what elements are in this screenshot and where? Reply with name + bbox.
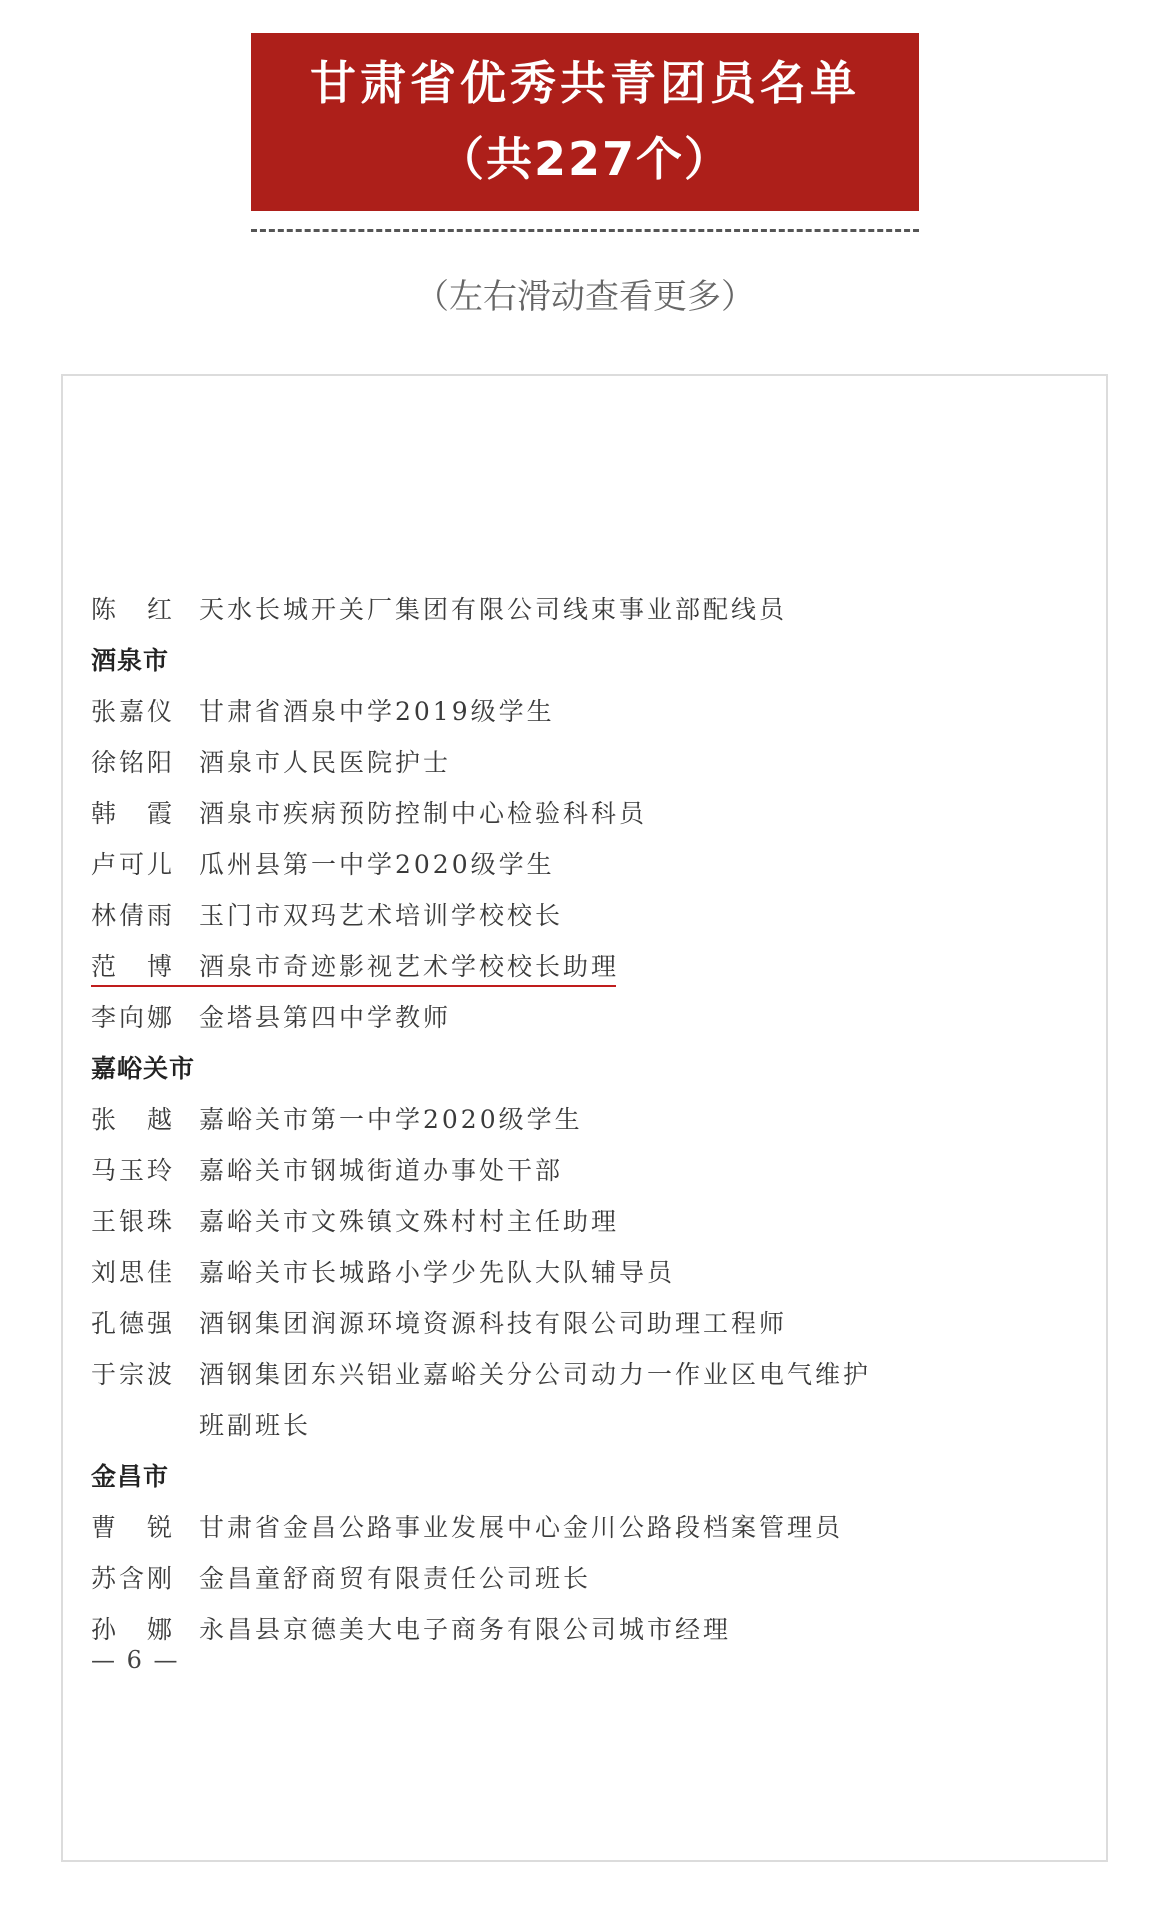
list-item xyxy=(91,941,871,992)
person-description: 玉门市双玛艺术培训学校校长 xyxy=(199,901,564,930)
list-item xyxy=(91,1349,871,1400)
person-description: 甘肃省金昌公路事业发展中心金川公路段档案管理员 xyxy=(199,1513,844,1542)
list-item xyxy=(91,1298,871,1349)
dashed-divider xyxy=(251,229,919,232)
person-name: 曹 锐 xyxy=(91,1513,176,1542)
list-item xyxy=(91,890,871,941)
person-description: 嘉峪关市钢城街道办事处干部 xyxy=(199,1156,564,1185)
person-name: 陈 红 xyxy=(91,595,176,624)
person-description: 金昌童舒商贸有限责任公司班长 xyxy=(199,1564,592,1593)
page-number: — 6 — xyxy=(91,1646,180,1674)
list-item xyxy=(91,1502,871,1553)
banner-title: 甘肃省优秀共青团员名单 xyxy=(310,56,860,110)
section-heading: 嘉峪关市 xyxy=(91,1054,196,1083)
person-name: 孙 娜 xyxy=(91,1615,176,1644)
list-item xyxy=(91,788,871,839)
person-name: 刘思佳 xyxy=(91,1258,176,1287)
person-description: 嘉峪关市第一中学2020级学生 xyxy=(199,1105,583,1134)
person-name: 韩 霞 xyxy=(91,799,176,828)
person-description: 酒钢集团东兴铝业嘉峪关分公司动力一作业区电气维护 xyxy=(199,1360,872,1389)
list-item xyxy=(91,584,871,635)
list-item xyxy=(91,1553,871,1604)
section-heading: 酒泉市 xyxy=(91,646,170,675)
list-item xyxy=(91,1247,871,1298)
person-description: 金塔县第四中学教师 xyxy=(199,1003,452,1032)
list-item xyxy=(91,1196,871,1247)
banner-subtitle: （共227个） xyxy=(437,132,733,186)
title-banner xyxy=(251,33,919,211)
name-list xyxy=(91,584,871,1655)
person-name: 范 博 xyxy=(91,952,176,981)
person-name: 马玉玲 xyxy=(91,1156,176,1185)
person-description: 嘉峪关市长城路小学少先队大队辅导员 xyxy=(199,1258,676,1287)
person-name: 于宗波 xyxy=(91,1360,176,1389)
person-description: 甘肃省酒泉中学2019级学生 xyxy=(199,697,555,726)
person-description: 天水长城开关厂集团有限公司线束事业部配线员 xyxy=(199,595,788,624)
document-page[interactable] xyxy=(61,374,1108,1862)
scroll-hint: （左右滑动查看更多） xyxy=(415,277,755,317)
person-name: 孔德强 xyxy=(91,1309,176,1338)
person-description: 班副班长 xyxy=(199,1411,312,1440)
person-description: 酒泉市人民医院护士 xyxy=(199,748,452,777)
list-item xyxy=(91,1145,871,1196)
list-item xyxy=(91,992,871,1043)
person-name: 张嘉仪 xyxy=(91,697,176,726)
person-name: 张 越 xyxy=(91,1105,176,1134)
person-name: 苏含刚 xyxy=(91,1564,176,1593)
list-item xyxy=(91,1604,871,1655)
list-item xyxy=(91,686,871,737)
person-description: 瓜州县第一中学2020级学生 xyxy=(199,850,555,879)
person-name: 王银珠 xyxy=(91,1207,176,1236)
list-item xyxy=(91,1094,871,1145)
person-description: 酒钢集团润源环境资源科技有限公司助理工程师 xyxy=(199,1309,788,1338)
person-description: 酒泉市奇迹影视艺术学校校长助理 xyxy=(199,952,620,981)
person-description: 嘉峪关市文殊镇文殊村村主任助理 xyxy=(199,1207,620,1236)
person-name: 徐铭阳 xyxy=(91,748,176,777)
person-name: 卢可儿 xyxy=(91,850,176,879)
person-description: 酒泉市疾病预防控制中心检验科科员 xyxy=(199,799,648,828)
list-item-continuation xyxy=(91,1400,871,1451)
list-item xyxy=(91,839,871,890)
person-name: 林倩雨 xyxy=(91,901,176,930)
section-heading: 金昌市 xyxy=(91,1462,170,1491)
list-item xyxy=(91,737,871,788)
person-description: 永昌县京德美大电子商务有限公司城市经理 xyxy=(199,1615,732,1644)
person-name: 李向娜 xyxy=(91,1003,176,1032)
